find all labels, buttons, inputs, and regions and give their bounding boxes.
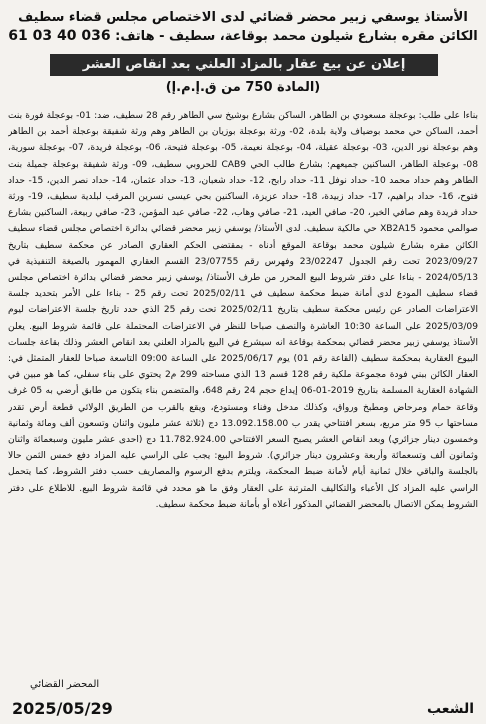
notice-body: بناءا على طلب: بوعجلة مسعودي بن الطاهر، الساكن بشارع بوشيخ سي الطاهر رقم 28 سطيف، ضد: 01- بوعجلة فورة بنت أحمد، الساكن حي محمد بوضياف ولاية بلدة، 02- ورثة بوعجلة بوزيان بن الطاهر وهم ورثة شفيقة بوعجلة أحمد بن الطاهر وهم بوعجلة نور الدين، 03- بوعجلة عقيلة، 04- بوعجلة نعيمة، 05- بوعجلة فتيحة، 06- بوعجلة فريدة، 07- بوعجلة سورية، 08- بوعجلة الطاهر، الساكنين جميعهم: بشارع طالب الحي CAB9 للحروبي سطيف، 09- ورثة شفيقة بوعجلة جميلة بنت الطاهر وهم حداد محمد 10- حداد نوفل 11- حداد رابح، 12- حداد شعبان، 13- حداد عثمان، 14- حداد نصر الدين، 15- حداد فتوح، 16- حداد براهيم، 17- حداد زبيدة، 18- حداد عزيزة، الساكنين بحي عيسى نسرين المرقب لبلدية سطيف، 19- ورثة حداد فريدة وهم صافي الخير، 20- صافي العيد، 21- صافي وهاب، 22- صافي عبد المؤمن، 23- صافي ربيعة، الساكنين بشارع صوالمي محمود XB2A15 حي مالكية سطيف. لدى الأستاذ/ يوسفي زبير محضر قضائي بدائرة اختصاص مجلس قضاء سطيف الكائن مقره بشارع شيلون محمد بوقاعة الموقع أدناه - بمقتضى الحكم العقاري الصادر عن محكمة سطيف بتاريخ 2023/09/27 تحت رقم الجدول 23/02247 وفهرس رقم 23/07755 القسم العقاري المهمور بالصيغة التنفيذية في 2024/05/13 - بناءا على دفتر شروط البيع المحرر من طرف الأستاذ/ يوسفي زبير محضر قضائي بدائرة اختصاص مجلس قضاء سطيف المودع لدى أمانة ضبط محكمة سطيف في 2025/02/11 تحت رقم 25 - بناءا على الأمر بتحديد جلسة الاعتراضات الصادر عن رئيس محكمة سطيف بتاريخ 2025/02/11 تحت رقم 25 الذي حدد تاريخ جلسة الاعتراضات ليوم 2025/03/09 على الساعة 10:30 العاشرة والنصف صباحا للنظر في الاعتراضات المحتملة على قائمة شروط البيع. يعلن الأستاذ يوسفي زبير محضر قضائي بمحكمة بوقاعة انه سيشرع في البيع بالمزاد العلني بعد انقاص العشر وذلك بقاعة جلسات البيوع العقارية بمحكمة سطيف (القاعة رقم 01) يوم 2025/06/17 على الساعة 09:00 التاسعة صباحا للعقار المتمثل في: العقار الكائن ببني فودة مجموعة ملكية رقم 128 قسم 13 الذي مساحته 299 م2 يحتوي على بناء سفلي، كما هو مبين في الشهادة العقارية المسلمة بتاريخ 2019-01-06 إيداع حجم 24 رقم 648، والمتضمن بناء يتكون من طابق أرضي به 05 غرف وقاعة حمام ومرحاض ومطبخ ورواق، وكذلك مدخل وفناء ومستودع، ويقع بالقرب من الطريق الولائي قطعة أرض تقدر مساحتها ب 95 متر مربع، بسعر افتتاحي يقدر ب 13.092.158.00 دج (ثلاثة عشر مليون واثنان وتسعون ألف ومائة وثمانية وخمسون دينار جزائري) وبعد انقاص العشر يصبح السعر الافتتاحي 11.782.924.00 دج (احدى عشر مليون وسبعمائة واثنان وثمانون ألف وتسعمائة وأربعة وعشرون دينار جزائري). شروط البيع: يجب على الراسي عليه المزاد دفع خمس الثمن حالا بالجلسة والباقي خلال ثمانية أيام لأمانة ضبط المحكمة، ويلتزم بدفع الرسوم والمصاريف حسب دفتر الشروط، كما يتحمل الراسي عليه المزاد كل الأعباء والتكاليف المترتبة على العقار وفق ما هو محدد في قائمة شروط البيع. للاطلاع على دفتر الشروط يمكن الاتصال بالمحضر القضائي المذكور أعلاه أو بأمانة ضبط محكمة سطيف. xyxy=(8,111,478,510)
publication-footer xyxy=(8,696,478,720)
notice-header xyxy=(8,8,478,46)
bailiff-address-line xyxy=(8,27,478,46)
bailiff-phone: 036 40 03 61 xyxy=(8,28,111,44)
bailiff-name-line: الأستاذ يوسفي زبير محضر قضائي لدى الاختصاص مجلس قضاء سطيف xyxy=(18,10,468,25)
newspaper-name: الشعب xyxy=(426,701,474,717)
bailiff-address: الكائن مقره بشارع شيلون محمد بوقاعة، سطيف - هاتف: xyxy=(115,29,478,44)
publication-date: 2025/05/29 xyxy=(12,699,113,718)
legal-article-reference: (المادة 750 من ق.إ.م.إ) xyxy=(165,80,321,95)
signature-label: المحضر القضائي xyxy=(30,679,100,690)
notice-title-banner: إعلان عن بيع عقار بالمزاد العلني بعد انقاص العشر xyxy=(50,54,438,76)
